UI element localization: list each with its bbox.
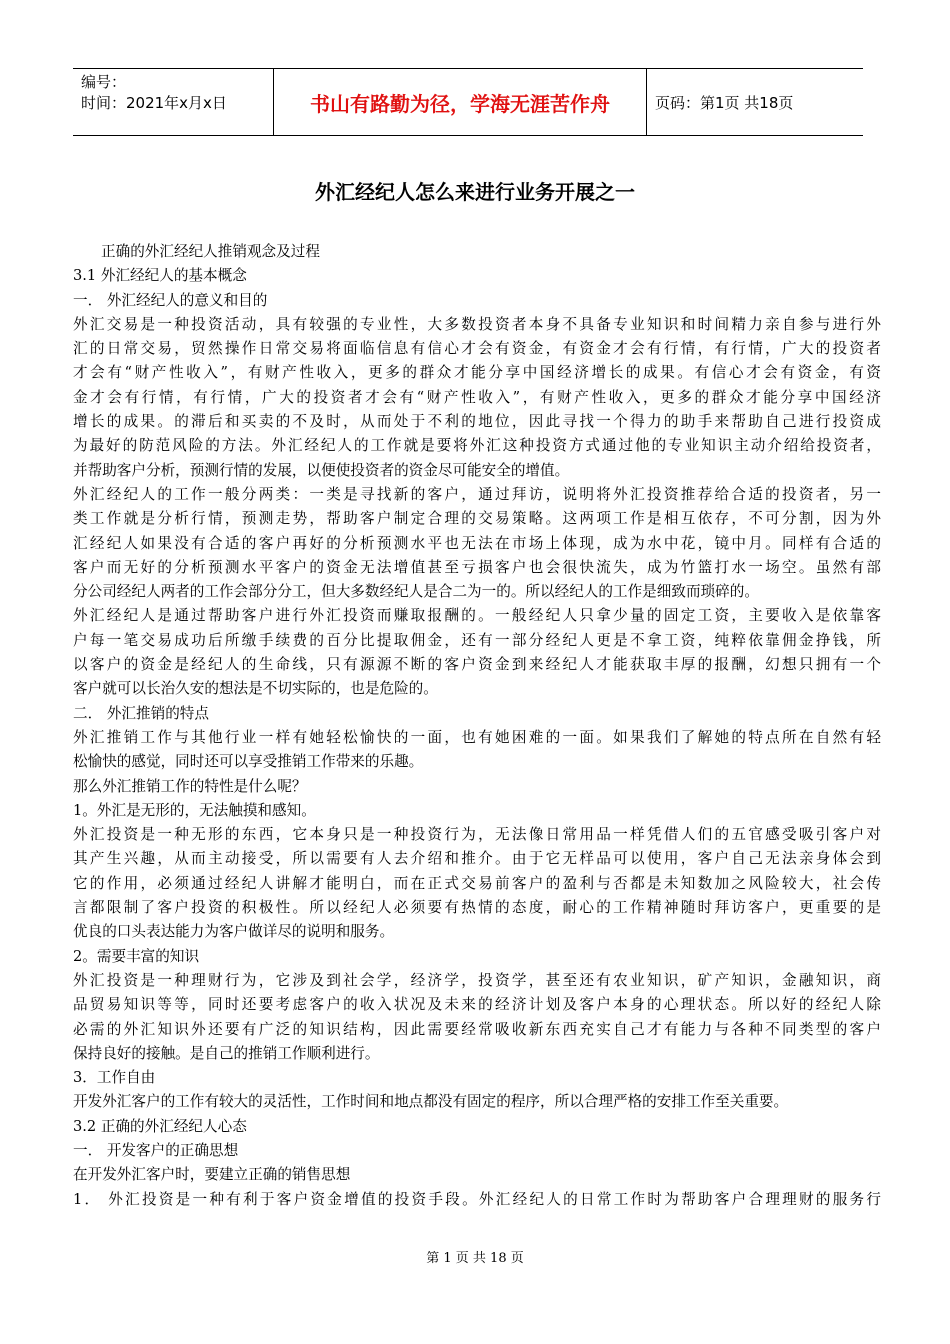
text-line: 外汇投资是一种理财行为，它涉及到社会学，经济学，投资学，甚至还有农业知识，矿产知识，金融知识，商 <box>73 971 881 989</box>
text-line: 分公司经纪人两者的工作会部分分工，但大多数经纪人是合二为一的。所以经纪人的工作是细致而琐碎的。 <box>73 583 759 601</box>
text-line: 外汇投资是一种无形的东西，它本身只是一种投资行为，无法像日常用品一样凭借人们的五官感受吸引客户对 <box>73 826 881 844</box>
text-line: 一． 外汇经纪人的意义和目的 <box>73 291 268 309</box>
text-line: 必需的外汇知识外还要有广泛的知识结构，因此需要经常吸收新东西充实自己才有能力与各种不同类型的客户 <box>73 1020 881 1038</box>
header-meta <box>73 69 273 135</box>
text-line: 3.2 正确的外汇经纪人心态 <box>73 1117 247 1135</box>
text-line: 品贸易知识等等，同时还要考虑客户的收入状况及未来的经济计划及客户本身的心理状态。所以好的经纪人除 <box>73 996 881 1014</box>
text-line: 2。需要丰富的知识 <box>73 947 200 965</box>
text-line: 3．工作自由 <box>73 1069 156 1087</box>
text-line: 金才会有行情，有行情，广大的投资者才会有“财产性收入”，有财产性收入，更多的群众才能分享中国经济 <box>73 388 881 406</box>
header-table <box>73 68 863 136</box>
text-line: 户每一笔交易成功后所缴手续费的百分比提取佣金，还有一部分经纪人更是不拿工资，纯粹依靠佣金挣钱，所 <box>73 631 881 649</box>
text-line: 其产生兴趣，从而主动接受，所以需要有人去介绍和推介。由于它无样品可以使用，客户自己无法亲身体会到 <box>73 850 881 868</box>
text-line: 客户就可以长治久安的想法是不切实际的，也是危险的。 <box>73 680 438 698</box>
text-line: 那么外汇推销工作的特性是什么呢？ <box>73 777 307 795</box>
page-footer: 第 1 页 共 18 页 <box>426 1251 524 1266</box>
text-line: 为最好的防范风险的方法。外汇经纪人的工作就是要将外汇这种投资方式通过他的专业知识主动介绍给投资者， <box>73 437 881 455</box>
text-line: 外汇交易是一种投资活动，具有较强的专业性，大多数投资者本身不具备专业知识和时间精力亲自参与进行外 <box>73 315 881 333</box>
text-line: 3.1 外汇经纪人的基本概念 <box>73 267 247 285</box>
text-line: 才会有“财产性收入”，有财产性收入，更多的群众才能分享中国经济增长的成果。有信心才会有资金，有资 <box>73 364 881 382</box>
document-title: 外汇经纪人怎么来进行业务开展之一 <box>315 180 635 204</box>
text-line: 一． 开发客户的正确思想 <box>73 1141 239 1159</box>
text-line: 松愉快的感觉，同时还可以享受推销工作带来的乐趣。 <box>73 753 424 771</box>
text-line: 客户而无好的分析预测水平客户的资金无法增值甚至亏损客户也会很快流失，成为竹篮打水一场空。虽然有部 <box>73 558 881 576</box>
text-line: 外汇经纪人的工作一般分两类：一类是寻找新的客户，通过拜访，说明将外汇投资推荐给合适的投资者，另一 <box>73 485 881 503</box>
text-line: 1． 外汇投资是一种有利于客户资金增值的投资手段。外汇经纪人的日常工作时为帮助客户合理理财的服务行 <box>73 1190 881 1208</box>
number-label: 编号： <box>81 73 127 91</box>
text-line: 保持良好的接触。是自己的推销工作顺利进行。 <box>73 1044 380 1062</box>
text-line: 类工作就是分析行情，预测走势，帮助客户制定合理的交易策略。这两项工作是相互依存，不可分割，因为外 <box>73 510 881 528</box>
text-line: 外汇经纪人是通过帮助客户进行外汇投资而赚取报酬的。一般经纪人只拿少量的固定工资，主要收入是依靠客 <box>73 607 881 625</box>
text-line: 正确的外汇经纪人推销观念及过程 <box>101 243 320 260</box>
text-line: 汇的日常交易，贸然操作日常交易将面临信息有信心才会有资金，有资金才会有行情，有行情，广大的投资者 <box>73 340 881 358</box>
text-line: 汇经纪人如果没有合适的客户再好的分析预测水平也无法在市场上体现，成为水中花，镜中月。同样有合适的 <box>73 534 881 552</box>
text-line: 并帮助客户分析，预测行情的发展，以便使投资者的资金尽可能安全的增值。 <box>73 461 570 479</box>
text-line: 1。外汇是无形的，无法触摸和感知。 <box>73 801 316 819</box>
time-label: 时间：2021年x月x日 <box>81 94 227 112</box>
text-line: 它的作用，必须通过经纪人讲解才能明白，而在正式交易前客户的盈利与否都是未知数加之风险较大，社会传 <box>73 874 881 892</box>
page-info: 页码：第1页 共18页 <box>655 93 794 112</box>
motto: 书山有路勤为径，学海无涯苦作舟 <box>273 69 647 135</box>
text-line: 优良的口头表达能力为客户做详尽的说明和服务。 <box>73 923 395 941</box>
text-line: 以客户的资金是经纪人的生命线，只有源源不断的客户资金到来经纪人才能获取丰厚的报酬，幻想只拥有一个 <box>73 656 881 674</box>
text-line: 二． 外汇推销的特点 <box>73 704 209 722</box>
document-body <box>73 240 881 1212</box>
text-line: 外汇推销工作与其他行业一样有她轻松愉快的一面，也有她困难的一面。如果我们了解她的特点所在自然有轻 <box>73 728 881 746</box>
text-line: 增长的成果。的滞后和买卖的不及时，从而处于不利的地位，因此寻找一个得力的助手来帮助自己进行投资成 <box>73 413 881 431</box>
text-line: 在开发外汇客户时，要建立正确的销售思想 <box>73 1166 351 1184</box>
text-line: 言都限制了客户投资的积极性。所以经纪人必须要有热情的态度，耐心的工作精神随时拜访客户，更重要的是 <box>73 899 881 917</box>
text-line: 开发外汇客户的工作有较大的灵活性，工作时间和地点都没有固定的程序，所以合理严格的安排工作至关重要。 <box>73 1093 789 1111</box>
